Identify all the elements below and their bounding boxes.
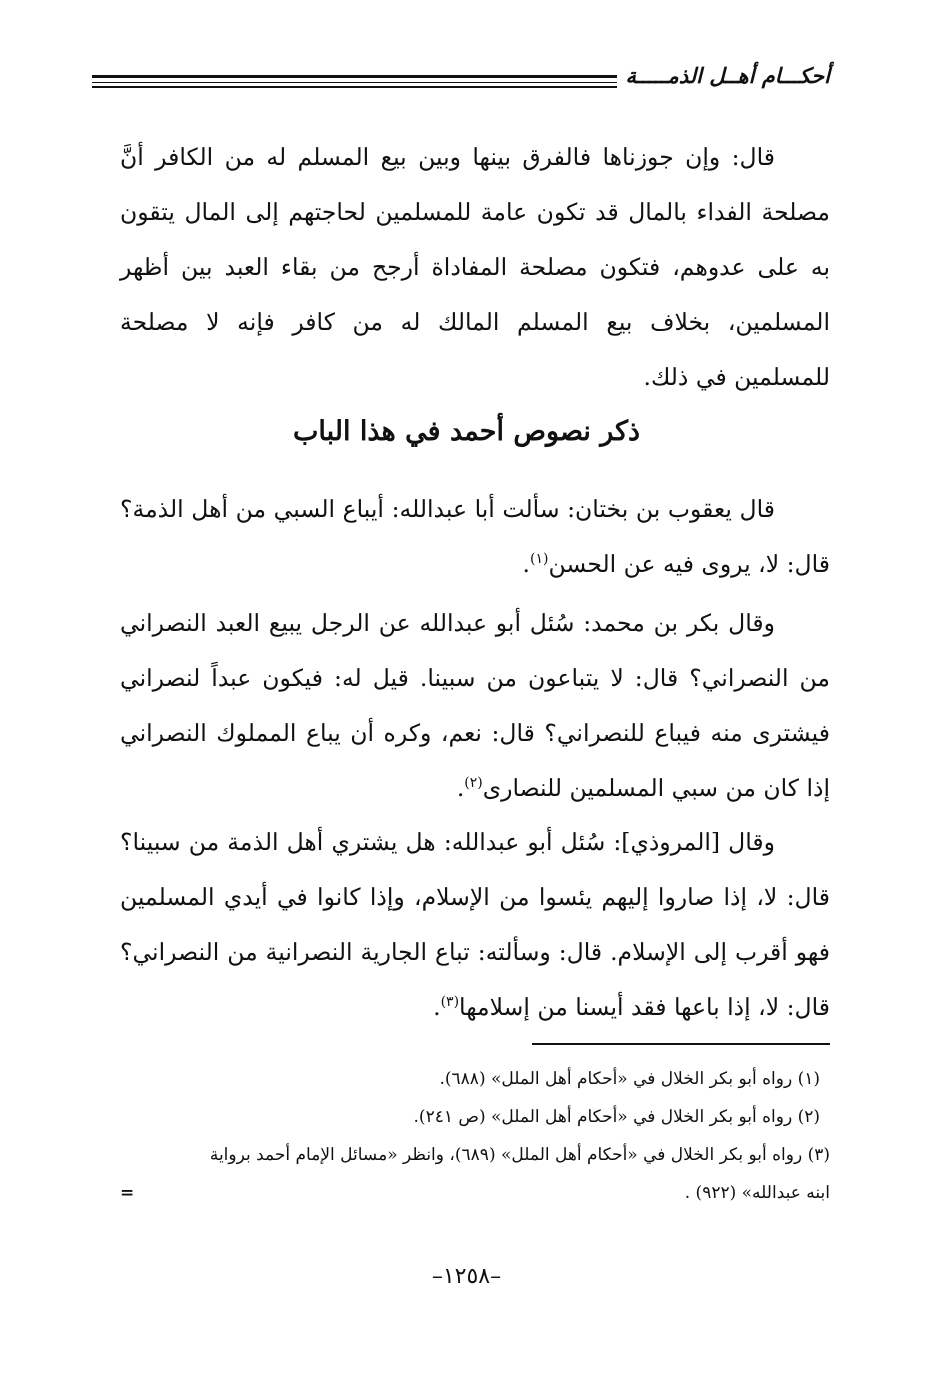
- paragraph-1: [120, 482, 830, 592]
- paragraph-end: .: [456, 774, 465, 802]
- running-title: أحكـــام أهــل الذمـــــة: [617, 62, 830, 90]
- paragraph-intro: [120, 130, 830, 405]
- continues-mark: =: [120, 1183, 135, 1203]
- paragraph-body: وقال [المروذي]: سُئل أبو عبدالله: هل يشتري أهل الذمة من سبينا؟ قال: لا، إذا صاروا إليهم يئسوا من الإسلام، وإذا كانوا في أيدي المسلمين فهو أقرب إلى الإسلام. قال: وسألته: تباع الجارية النصرانية من النصراني؟ قال: لا، إذا باعها فقد أيسنا من إسلامها: [120, 828, 830, 1021]
- paragraph-body: قال يعقوب بن بختان: سألت أبا عبدالله: أيباع السبي من أهل الذمة؟ قال: لا، يروى فيه عن الحسن: [120, 495, 830, 578]
- paragraph-text: [120, 482, 830, 592]
- footnote-ref-2[interactable]: (٢): [464, 775, 483, 792]
- section-heading: ذكر نصوص أحمد في هذا الباب: [292, 416, 641, 447]
- paragraph-3: [120, 815, 830, 1035]
- footnote-2: (٢) رواه أبو بكر الخلال في «أحكام أهل الملل» (ص ٢٤١).: [413, 1107, 820, 1127]
- paragraph-end: .: [522, 550, 530, 578]
- footnote-3-continuation: [120, 1174, 830, 1212]
- paragraph-body: وقال بكر بن محمد: سُئل أبو عبدالله عن الرجل يبيع العبد النصراني من النصراني؟ قال: لا يتباعون من سبينا. قيل له: فيكون عبداً لنصراني فيشترى منه فيباع للنصراني؟ قال: نعم، وكره أن يباع المملوك النصراني إذا كان من سبي المسلمين للنصارى: [120, 609, 830, 802]
- footnote-3-line-2: ابنه عبدالله» (٩٢٢) .: [684, 1183, 830, 1203]
- running-header: [92, 62, 830, 98]
- paragraph-text: قال: وإن جوزناها فالفرق بينها وبين بيع المسلم له من الكافر أنَّ مصلحة الفداء بالمال قد تكون عامة للمسلمين لحاجتهم إلى المال يتقون به على عدوهم، فتكون مصلحة المفاداة أرجح من بقاء العبد بين أظهر المسلمين، بخلاف بيع المسلم المالك له من كافر فإنه لا مصلحة للمسلمين في ذلك.: [120, 143, 830, 391]
- paragraph-text: [120, 815, 830, 1035]
- paragraph-end: .: [433, 993, 441, 1021]
- page-number: –١٢٥٨–: [431, 1264, 502, 1289]
- footnote-1: (١) رواه أبو بكر الخلال في «أحكام أهل الملل» (٦٨٨).: [439, 1069, 820, 1089]
- footnote-3: (٣) رواه أبو بكر الخلال في «أحكام أهل الملل» (٦٨٩)، وانظر «مسائل الإمام أحمد برواية: [209, 1145, 830, 1165]
- footnote-ref-3[interactable]: (٣): [440, 994, 460, 1011]
- footnote-ref-1[interactable]: (١): [530, 551, 549, 568]
- paragraph-2: [120, 596, 830, 816]
- footnote-separator: [532, 1043, 830, 1045]
- paragraph-text: [120, 596, 830, 816]
- footnotes: [120, 1060, 830, 1212]
